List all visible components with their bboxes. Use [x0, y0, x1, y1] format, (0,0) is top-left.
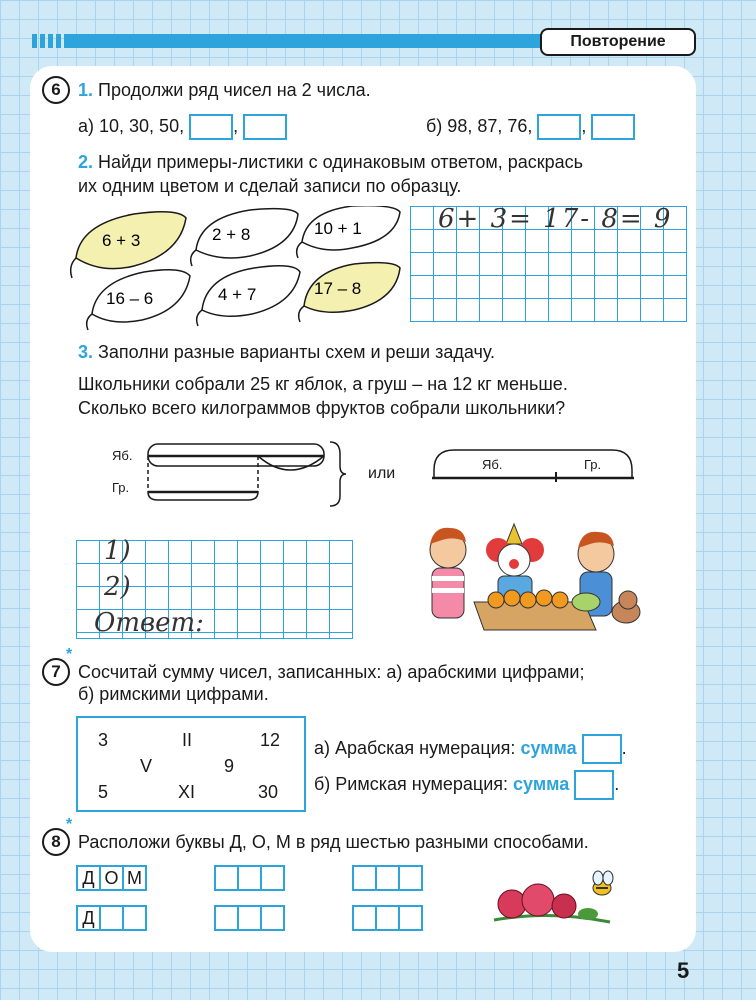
number-item: 9	[224, 756, 235, 776]
leaf-1-label: 6 + 3	[102, 231, 141, 250]
scheme1-pears-label: Гр.	[112, 480, 130, 495]
letter-cell[interactable]	[398, 865, 423, 891]
roman-label: б) Римская нумерация:	[314, 773, 509, 794]
sub2-line2: их одним цветом и сделай записи по образцу.	[78, 176, 462, 196]
leaf-2-label: 2 + 8	[212, 225, 251, 244]
numbers-box	[76, 716, 306, 812]
dot: .	[621, 737, 627, 758]
flowers-illustration	[490, 870, 630, 930]
number-item: II	[182, 730, 193, 750]
sequence-a-label: а) 10, 30, 50,	[78, 116, 185, 136]
dot: .	[614, 773, 620, 794]
letter-cell[interactable]	[214, 905, 239, 931]
sum-word: сумма	[520, 737, 577, 758]
star-icon: *	[66, 816, 73, 833]
task-number-7: 7	[42, 658, 70, 686]
task8-text: Расположи буквы Д, О, М в ряд шестью разными способами.	[78, 832, 589, 852]
leaves-group	[62, 206, 402, 336]
leaf-5-label: 4 + 7	[218, 285, 257, 304]
number-item: 5	[98, 782, 109, 802]
letter-cell[interactable]: Д	[76, 865, 101, 891]
sample-record: 6+ 3= 17- 8= 9	[438, 204, 673, 234]
page-number: 5	[677, 958, 690, 983]
letters-row-4[interactable]	[214, 905, 285, 931]
sequence-b	[426, 114, 635, 140]
letter-cell[interactable]	[375, 865, 400, 891]
leaf-6[interactable]	[299, 263, 400, 322]
answer-box-a1[interactable]	[189, 114, 233, 140]
sequence-a	[78, 114, 287, 140]
scheme1-diagram	[140, 440, 350, 510]
letter-cell[interactable]	[352, 865, 377, 891]
letters-row-6[interactable]	[352, 905, 423, 931]
letter-cell[interactable]	[99, 905, 124, 931]
section-title: Повторение	[540, 28, 696, 56]
leaf-4[interactable]	[87, 270, 190, 330]
letter-cell[interactable]	[214, 865, 239, 891]
letter-cell[interactable]	[352, 905, 377, 931]
star-icon: *	[66, 646, 73, 663]
comma: ,	[581, 116, 587, 136]
letter-cell[interactable]	[237, 865, 262, 891]
leaf-1[interactable]	[71, 212, 186, 278]
sum-arabic-row	[314, 734, 627, 764]
task7-line2: б) римскими цифрами.	[78, 684, 269, 704]
answer-label: Ответ:	[94, 608, 204, 638]
sub1-number: 1.	[78, 80, 94, 100]
number-item: 30	[258, 782, 279, 802]
letter-cell[interactable]	[375, 905, 400, 931]
sub3-number: 3.	[78, 342, 94, 362]
problem-line2: Сколько всего килограммов фруктов собрали школьники?	[78, 398, 566, 418]
answer-box-b1[interactable]	[537, 114, 581, 140]
scheme2-apples-label: Яб.	[482, 457, 503, 472]
scheme2-diagram	[430, 446, 636, 482]
letter-cell[interactable]	[260, 905, 285, 931]
leaf-2[interactable]	[191, 209, 298, 266]
step2-label: 2)	[104, 572, 131, 602]
or-label: или	[368, 465, 396, 482]
sub3-text: Заполни разные варианты схем и реши задачу.	[98, 342, 496, 362]
letters-row-2[interactable]	[76, 905, 147, 931]
sub2-number: 2.	[78, 152, 94, 172]
number-item: 12	[260, 730, 281, 750]
leaf-5[interactable]	[197, 266, 300, 326]
letter-cell[interactable]	[260, 865, 285, 891]
letter-cell[interactable]	[398, 905, 423, 931]
step1-label: 1)	[104, 536, 131, 566]
task6-sub3	[78, 340, 495, 364]
leaf-6-label: 17 – 8	[314, 279, 362, 298]
sub1-text: Продолжи ряд чисел на 2 числа.	[98, 80, 371, 100]
comma: ,	[233, 116, 239, 136]
sum-arabic-box[interactable]	[582, 734, 622, 764]
content-panel	[30, 66, 696, 952]
scheme2-pears-label: Гр.	[584, 457, 602, 472]
sum-word: сумма	[513, 773, 570, 794]
letters-row-3[interactable]	[214, 865, 285, 891]
letters-row-5[interactable]	[352, 865, 423, 891]
leaf-3[interactable]	[297, 206, 400, 258]
number-item: V	[140, 756, 153, 776]
children-illustration	[414, 520, 644, 638]
task7-line1: Сосчитай сумму чисел, записанных: а) арабскими цифрами;	[78, 662, 585, 682]
sum-roman-box[interactable]	[574, 770, 614, 800]
answer-box-a2[interactable]	[243, 114, 287, 140]
header-decor-bar	[32, 34, 552, 48]
letter-cell[interactable]: М	[122, 865, 147, 891]
number-item: XI	[178, 782, 196, 802]
leaf-4-label: 16 – 6	[106, 289, 154, 308]
scheme1-apples-label: Яб.	[112, 448, 133, 463]
answer-box-b2[interactable]	[591, 114, 635, 140]
sub2-line1: Найди примеры-листики с одинаковым ответом, раскрась	[98, 152, 584, 172]
letter-cell[interactable]	[237, 905, 262, 931]
letter-cell[interactable]	[122, 905, 147, 931]
task-number-6: 6	[42, 76, 70, 104]
problem-line1: Школьники собрали 25 кг яблок, а груш – на 12 кг меньше.	[78, 374, 568, 394]
sequence-b-label: б) 98, 87, 76,	[426, 116, 533, 136]
leaf-3-label: 10 + 1	[314, 219, 362, 238]
sum-roman-row	[314, 770, 619, 800]
task6-sub1	[78, 78, 371, 102]
number-item: 3	[98, 730, 109, 750]
arabic-label: а) Арабская нумерация:	[314, 737, 516, 758]
task-number-8: 8	[42, 828, 70, 856]
letter-cell[interactable]: О	[99, 865, 124, 891]
task6-sub2	[78, 150, 583, 174]
letters-row-1[interactable]	[76, 865, 147, 891]
letter-cell[interactable]: Д	[76, 905, 101, 931]
